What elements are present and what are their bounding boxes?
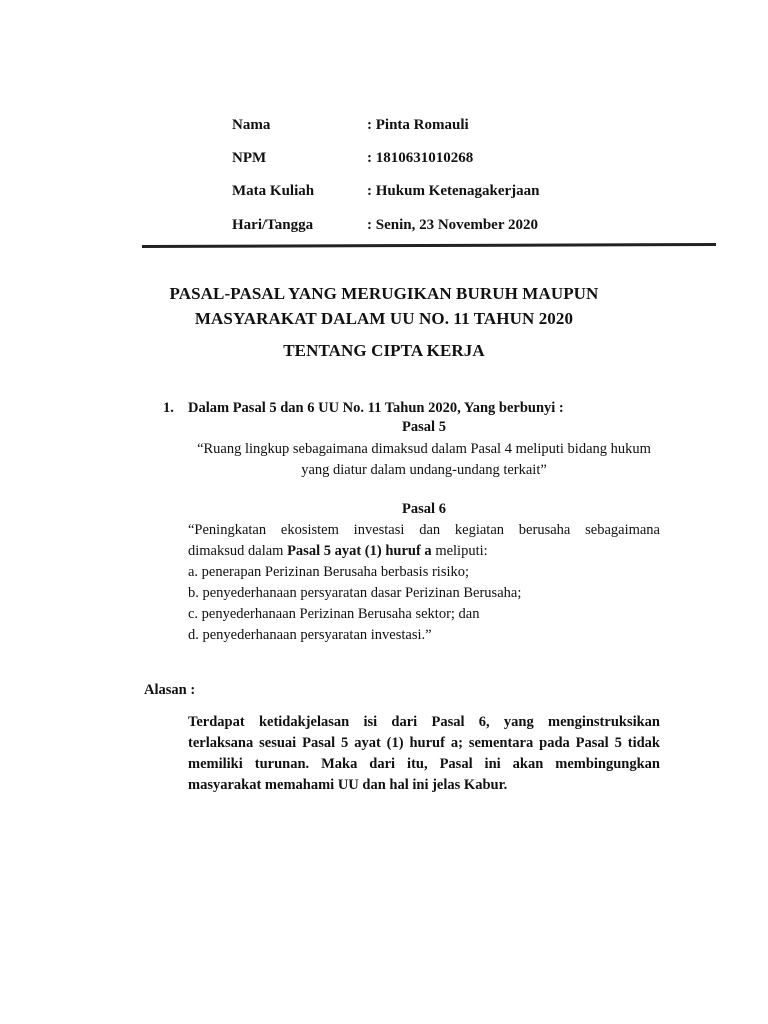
pasal6-line-2-post: meliputi: — [431, 543, 488, 559]
npm-label: NPM — [232, 150, 267, 166]
pasal6-item-c: c. penyederhanaan Perizinan Berusaha sektor; dan — [188, 606, 480, 622]
date-value: : Senin, 23 November 2020 — [367, 217, 538, 233]
pasal6-line-2-bold: Pasal 5 ayat (1) huruf a — [287, 543, 432, 559]
pasal5-line-2: yang diatur dalam undang-undang terkait” — [301, 462, 547, 478]
alasan-line-2: terlaksana sesuai Pasal 5 ayat (1) huruf a; sementara pada Pasal 5 tidak — [188, 735, 660, 751]
alasan-line-3: memiliki turunan. Maka dari itu, Pasal ini akan membingungkan — [188, 756, 660, 772]
pasal6-item-a: a. penerapan Perizinan Berusaha berbasis risiko; — [188, 564, 470, 580]
name-label: Nama — [232, 117, 271, 133]
alasan-label: Alasan : — [144, 682, 196, 698]
list-number: 1. — [163, 400, 174, 416]
pasal6-item-b: b. penyederhanaan persyaratan dasar Perizinan Berusaha; — [188, 585, 522, 601]
name-value: : Pinta Romauli — [367, 117, 469, 133]
pasal6-line-1: “Peningkatan ekosistem investasi dan kegiatan berusaha sebagaimana — [188, 522, 660, 538]
pasal6-title: Pasal 6 — [402, 501, 446, 517]
pasal6-line-2 — [188, 543, 488, 560]
title-line-3: TENTANG CIPTA KERJA — [283, 341, 485, 360]
item-heading: Dalam Pasal 5 dan 6 UU No. 11 Tahun 2020, Yang berbunyi : — [188, 400, 564, 416]
pasal5-line-1: “Ruang lingkup sebagaimana dimaksud dalam Pasal 4 meliputi bidang hukum — [197, 441, 651, 457]
npm-value: : 1810631010268 — [367, 150, 474, 166]
pasal6-line-2-pre: dimaksud dalam — [188, 543, 288, 559]
title-line-2: MASYARAKAT DALAM UU NO. 11 TAHUN 2020 — [194, 309, 574, 328]
date-label: Hari/Tangga — [232, 217, 314, 233]
course-value: : Hukum Ketenagakerjaan — [367, 183, 540, 199]
pasal5-title: Pasal 5 — [402, 419, 446, 435]
alasan-line-4: masyarakat memahami UU dan hal ini jelas Kabur. — [188, 777, 508, 793]
course-label: Mata Kuliah — [232, 183, 315, 199]
alasan-line-1: Terdapat ketidakjelasan isi dari Pasal 6, yang menginstruksikan — [188, 714, 660, 730]
pasal6-item-d: d. penyederhanaan persyaratan investasi.” — [188, 627, 432, 643]
title-line-1: PASAL-PASAL YANG MERUGIKAN BURUH MAUPUN — [169, 284, 599, 303]
header-divider — [142, 243, 716, 248]
